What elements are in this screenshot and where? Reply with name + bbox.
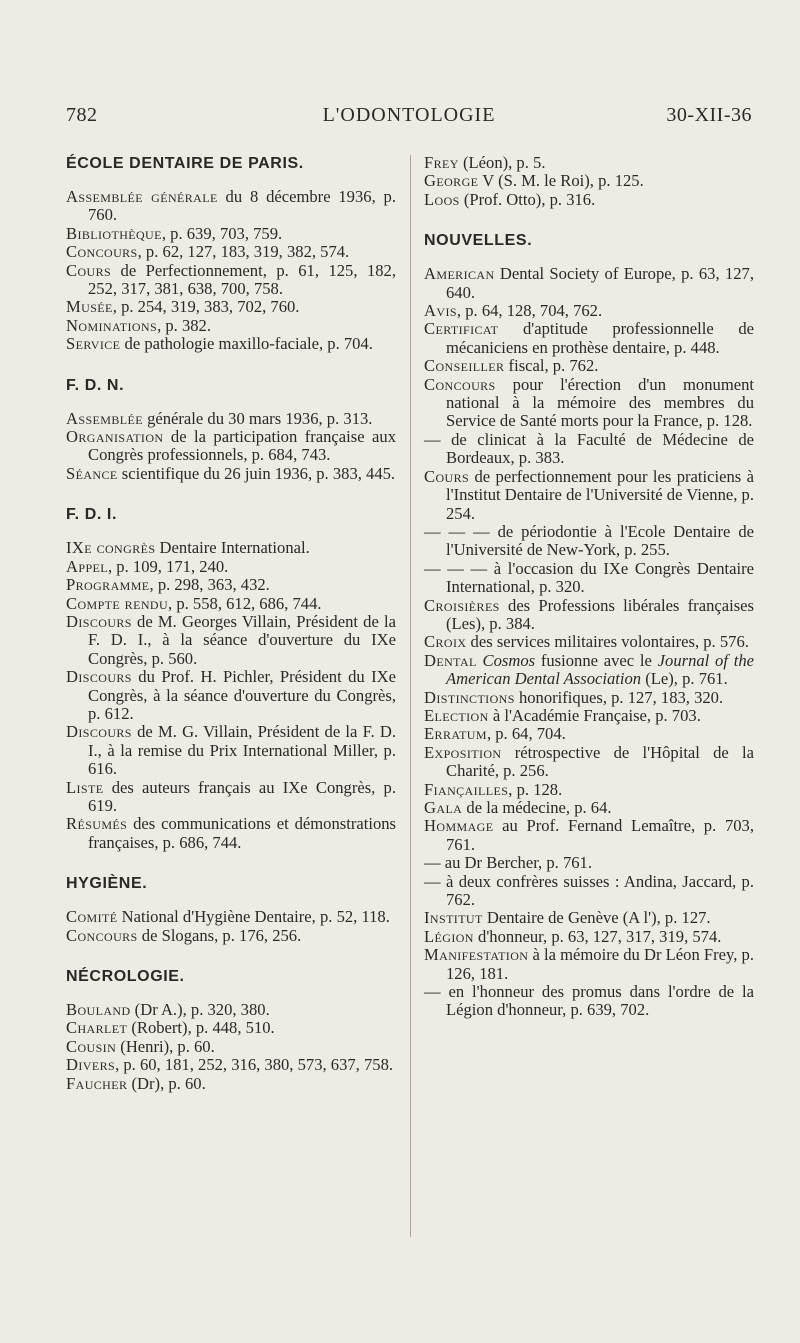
index-section-f-d-i [66,505,396,852]
entry-keyword: Distinctions [424,687,515,707]
entry-text: — au Dr Bercher, p. 761. [424,853,592,873]
entry-keyword: Organisation [66,427,164,447]
entry-text: (Robert), p. 448, 510. [127,1018,275,1038]
section-heading: NÉCROLOGIE. [66,968,185,985]
entry-text: , p. 382. [157,315,211,335]
entry-text: des services militaires volontaires, p. 576. [466,632,749,652]
entry-text: (Dr A.), p. 320, 380. [130,1000,270,1019]
entry-keyword: Nominations [66,315,158,335]
index-entry [66,613,396,668]
entry-text: Dental Society of Europe, p. 63, 127, 640. [446,264,754,302]
entry-text: , p. 558, 612, 686, 744. [168,593,322,613]
index-entry [66,225,396,243]
index-entry [424,799,754,817]
entry-keyword: Charlet [66,1018,128,1038]
entry-keyword: Bibliothèque [66,223,162,243]
entry-text: , p. 639, 703, 759. [161,223,283,243]
entry-keyword: Hommage [424,816,494,836]
index-entry [66,1001,396,1019]
entry-keyword: Résumés [66,814,128,834]
index-entry [66,908,396,926]
index-entry [66,410,396,428]
index-entry [424,523,754,560]
entry-keyword: Séance [66,463,118,483]
entry-text: , p. 64, 128, 704, 762. [456,301,603,321]
column-divider [410,155,411,1237]
entry-text: à l'Académie Française, p. 703. [488,705,701,725]
entry-keyword: Croisières [424,595,500,615]
section-heading: F. D. I. [66,506,118,524]
entry-keyword: Election [424,705,489,725]
entry-text: fiscal, p. 762. [504,356,599,376]
entry-keyword: Appel [66,556,108,576]
index-entry [424,928,754,946]
entry-text: de M. G. Villain, Président de la F. D. I., à la remise du Prix International Miller, p. 616. [88,722,396,779]
index-entry [424,817,754,854]
index-entry [66,815,396,852]
entry-text: des auteurs français au IXe Congrès, p. 619. [88,777,396,815]
entry-keyword: Faucher [66,1073,128,1093]
index-entry [66,558,396,576]
entry-text: des Professions libérales françaises (Les), p. 384. [446,595,754,633]
entry-text: du 8 décembre 1936, p. 760. [88,187,397,225]
entry-keyword: American [424,264,495,284]
entry-italic-text: Journal of the American Dental Association [446,650,754,689]
index-entry [66,576,396,594]
entry-keyword: Comité [66,907,118,927]
entry-text: , p. 60, 181, 252, 316, 380, 573, 637, 758. [115,1055,394,1075]
index-entry [66,779,396,816]
index-entry [66,668,396,723]
index-entry [424,597,754,634]
entry-keyword: Frey [424,153,459,172]
entry-keyword: Service [66,334,121,354]
journal-title: L'ODONTOLOGIE [322,104,496,126]
entry-keyword: Assemblée générale [66,187,218,206]
index-entry [66,1038,396,1056]
entry-text: National d'Hygiène Dentaire, p. 52, 118. [117,907,390,927]
index-entry [66,298,396,316]
index-entry [424,873,754,910]
entry-keyword: Avis [424,301,457,321]
index-entry [66,465,396,483]
index-entry [424,909,754,927]
entry-text: , p. 128. [508,779,563,799]
entry-text: générale du 30 mars 1936, p. 313. [142,408,373,428]
left-column [66,154,396,1115]
entry-text: V (S. M. le Roi), p. 125. [478,171,644,191]
entry-keyword: Concours [66,925,138,945]
entry-keyword: Cousin [66,1036,117,1056]
entry-keyword: Discours [66,611,132,631]
entry-keyword: Institut [424,908,483,928]
index-entry [66,428,396,465]
index-section-nouvelles [424,231,754,1020]
entry-text: honorifiques, p. 127, 183, 320. [514,687,724,707]
index-entry [424,689,754,707]
entry-text: de la participation française aux Congrès professionnels, p. 684, 743. [88,427,396,465]
index-entry [66,595,396,613]
entry-keyword: Concours [424,374,496,394]
index-entry [424,265,754,302]
index-entry [424,560,754,597]
entry-text: (Henri), p. 60. [116,1036,215,1056]
section-heading: HYGIÈNE. [66,875,148,893]
index-entry [424,468,754,523]
entry-text: scientifique du 26 juin 1936, p. 383, 445. [117,463,396,483]
index-entry [66,335,396,353]
entry-text: (Léon), p. 5. [458,153,546,172]
entry-keyword: Musée [66,297,113,317]
index-section-continued [424,154,754,209]
index-entry [66,723,396,778]
entry-keyword: Bouland [66,1000,131,1019]
entry-text: de pathologie maxillo-faciale, p. 704. [120,334,373,354]
index-entry [424,652,754,689]
index-section-ecole-dentaire-de-paris [66,154,396,354]
entry-keyword: Cours [66,260,112,280]
index-entry [424,633,754,651]
entry-text: — — — à l'occasion du IXe Congrès Dentaire International, p. 320. [424,558,754,597]
entry-keyword: Fiançailles [424,779,509,799]
entry-text: , p. 254, 319, 383, 702, 760. [112,297,300,317]
entry-text: rétrospective de l'Hôpital de la Charité, p. 256. [446,742,754,781]
index-entry [66,1019,396,1037]
entry-text: , p. 109, 171, 240. [108,556,229,576]
index-entry [66,1075,396,1093]
entry-text: , p. 64, 704. [486,724,566,744]
entry-text: — à deux confrères suisses : Andina, Jaccard, p. 762. [424,871,754,910]
entry-text: — en l'honneur des promus dans l'ordre de la Légion d'honneur, p. 639, 702. [424,982,754,1020]
entry-text: à la mémoire du Dr Léon Frey, p. 126, 181. [446,945,754,983]
entry-text: d'honneur, p. 63, 127, 317, 319, 574. [473,926,722,946]
entry-keyword: Dental [424,650,477,670]
index-entry [66,539,396,557]
index-section-necrologie [66,967,396,1093]
entry-text: de la médecine, p. 64. [462,798,612,817]
entry-text: pour l'érection d'un monument national à la mémoire des membres du Service de Santé morts pour la France, p. 128. [446,374,754,431]
entry-keyword: George [424,171,479,191]
index-entry [424,744,754,781]
entry-keyword: Compte rendu [66,593,169,613]
index-entry [66,1056,396,1074]
index-section-hygiene [66,874,396,945]
index-section-f-d-n [66,376,396,484]
index-entry [424,172,754,190]
entry-keyword: Loos [424,189,460,209]
index-entry [424,431,754,468]
section-heading: ÉCOLE DENTAIRE DE PARIS. [66,155,304,172]
entry-keyword: Exposition [424,742,502,762]
index-entry [424,946,754,983]
entry-keyword: Divers [66,1055,116,1075]
entry-text: — — — de périodontie à l'Ecole Dentaire de l'Université de New-York, p. 255. [424,521,754,560]
entry-italic-text: Cosmos [482,650,536,670]
entry-keyword: Programme [66,575,150,595]
entry-text: Dentaire de Genève (A l'), p. 127. [482,908,711,928]
entry-text: des communications et démonstrations françaises, p. 686, 744. [88,814,396,852]
entry-text: Dentaire International. [155,538,310,558]
entry-text: (Dr), p. 60. [127,1073,206,1093]
entry-keyword: Discours [66,722,132,742]
index-entry [424,154,754,172]
entry-keyword: Assemblée [66,408,143,428]
entry-text: au Prof. Fernand Lemaître, p. 703, 761. [446,816,754,854]
entry-keyword: Certificat [424,319,499,339]
index-entry [424,725,754,743]
page-number: 782 [66,104,98,126]
entry-text: , p. 298, 363, 432. [149,575,270,595]
entry-keyword: Erratum [424,724,487,744]
section-heading: NOUVELLES. [424,232,533,250]
entry-text: fusionne avec le [535,650,658,670]
right-column [424,154,754,1042]
index-entry [66,188,396,225]
entry-keyword: Concours [66,242,138,262]
running-header [66,104,752,134]
index-entry [66,243,396,261]
entry-keyword: Gala [424,798,463,817]
index-entry [424,707,754,725]
entry-text: du Prof. H. Pichler, Président du IXe Congrès, à la séance d'ouverture du Congrès, p. 612. [88,667,396,723]
index-entry [424,781,754,799]
entry-keyword: Discours [66,667,132,687]
entry-keyword: Liste [66,777,104,797]
entry-text: — de clinicat à la Faculté de Médecine de Bordeaux, p. 383. [424,429,754,468]
entry-keyword: Manifestation [424,945,529,965]
entry-text: d'aptitude professionnelle de mécaniciens en prothèse dentaire, p. 448. [446,319,754,357]
index-entry [424,357,754,375]
entry-text: de M. Georges Villain, Président de la F. D. I., à la séance d'ouverture du IXe Congrès, p. 560. [88,611,396,668]
index-entry [66,262,396,299]
index-entry [66,927,396,945]
index-entry [424,320,754,357]
entry-text: de perfectionnement pour les praticiens à l'Institut Dentaire de l'Université de Vienne, p. 254. [446,466,754,523]
entry-keyword: Légion [424,926,474,946]
index-entry [424,302,754,320]
issue-date: 30-XII-36 [666,104,752,126]
entry-keyword: IXe congrès [66,538,156,558]
section-heading: F. D. N. [66,376,125,394]
index-entry [424,191,754,209]
entry-keyword: Conseiller [424,356,505,376]
index-entry [424,854,754,872]
index-entry [66,317,396,335]
entry-text: de Perfectionnement, p. 61, 125, 182, 252, 317, 381, 638, 700, 758. [88,260,396,299]
index-entry [424,376,754,431]
entry-text: (Le), p. 761. [641,669,728,689]
entry-text: (Prof. Otto), p. 316. [459,189,596,209]
entry-keyword: Cours [424,466,470,486]
entry-text: de Slogans, p. 176, 256. [137,925,302,945]
entry-keyword: Croix [424,632,467,652]
index-entry [424,983,754,1020]
entry-text: , p. 62, 127, 183, 319, 382, 574. [137,242,350,262]
